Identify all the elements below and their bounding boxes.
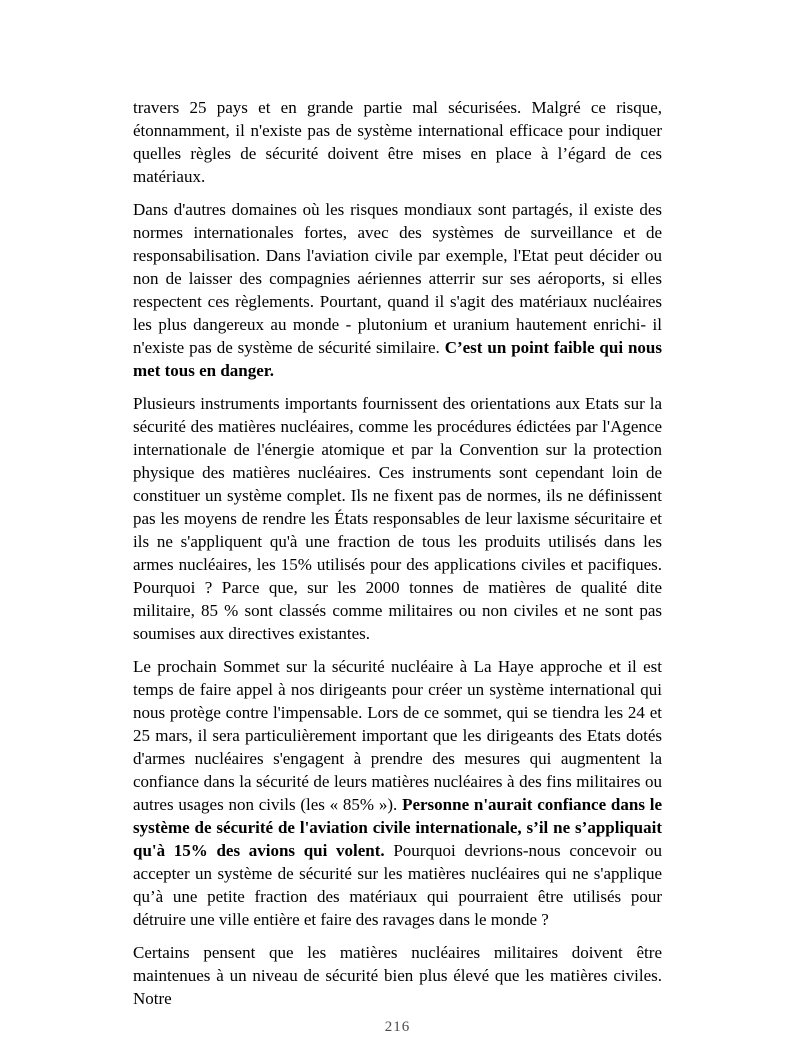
text-run: travers 25 pays et en grande partie mal sécurisées. Malgré ce risque, étonnamment, il n'existe pas de système international efficace pour indiquer quelles règles de sécurité doivent être mises en place à l’égard de ces matériaux.	[133, 98, 662, 186]
document-body	[133, 96, 662, 1010]
page-footer	[0, 1014, 795, 1039]
bold-text-run: C’est un point faible qui nous met tous en danger.	[133, 338, 662, 380]
page-number: 216	[384, 1019, 411, 1035]
text-run: Dans d'autres domaines où les risques mondiaux sont partagés, il existe des normes internationales fortes, avec des systèmes de surveillance et de responsabilisation. Dans l'aviation civile par exemple, l'Etat peut décider ou non de laisser des compagnies aériennes atterrir sur ses aéroports, si elles respectent ces règlements. Pourtant, quand il s'agit des matériaux nucléaires les plus dangereux au monde - plutonium et uranium hautement enrichi- il n'existe pas de système de sécurité similaire.	[133, 200, 662, 357]
text-run: Pourquoi devrions-nous concevoir ou accepter un système de sécurité sur les matières nucléaires qui ne s'applique qu’à une petite fraction des matériaux qui pourraient être utilisés pour détruire une ville entière et faire des ravages dans le monde ?	[133, 841, 663, 929]
paragraph	[133, 941, 662, 1010]
paragraph	[133, 96, 662, 188]
text-run: Certains pensent que les matières nucléaires militaires doivent être maintenues à un niveau de sécurité bien plus élevé que les matières civiles. Notre	[133, 943, 662, 1008]
text-run: Le prochain Sommet sur la sécurité nucléaire à La Haye approche et il est temps de faire appel à nos dirigeants pour créer un système international qui nous protège contre l'impensable. Lors de ce sommet, qui se tiendra les 24 et 25 mars, il sera particulièrement important que les dirigeants des Etats dotés d'armes nucléaires s'engagent à prendre des mesures qui augmentent la confiance dans la sécurité de leurs matières nucléaires à des fins militaires ou autres usages non civils (les « 85% »).	[133, 657, 662, 814]
paragraph	[133, 655, 662, 931]
paragraph	[133, 198, 662, 382]
paragraph	[133, 392, 662, 645]
text-run: Plusieurs instruments importants fournissent des orientations aux Etats sur la sécurité des matières nucléaires, comme les procédures édictées par l'Agence internationale de l'énergie atomique et par la Convention sur la protection physique des matières nucléaires. Ces instruments sont cependant loin de constituer un système complet. Ils ne fixent pas de normes, ils ne définissent pas les moyens de rendre les États responsables de leur laxisme sécuritaire et ils ne s'appliquent qu'à une fraction de tous les produits utilisés dans les armes nucléaires, les 15% utilisés pour des applications civiles et pacifiques. Pourquoi ? Parce que, sur les 2000 tonnes de matières de qualité dite militaire, 85 % sont classés comme militaires ou non civiles et ne sont pas soumises aux directives existantes.	[133, 394, 662, 643]
bold-text-run: Personne n'aurait confiance dans le système de sécurité de l'aviation civile internationale, s’il ne s’appliquait qu'à 15% des avions qui volent.	[133, 795, 662, 860]
